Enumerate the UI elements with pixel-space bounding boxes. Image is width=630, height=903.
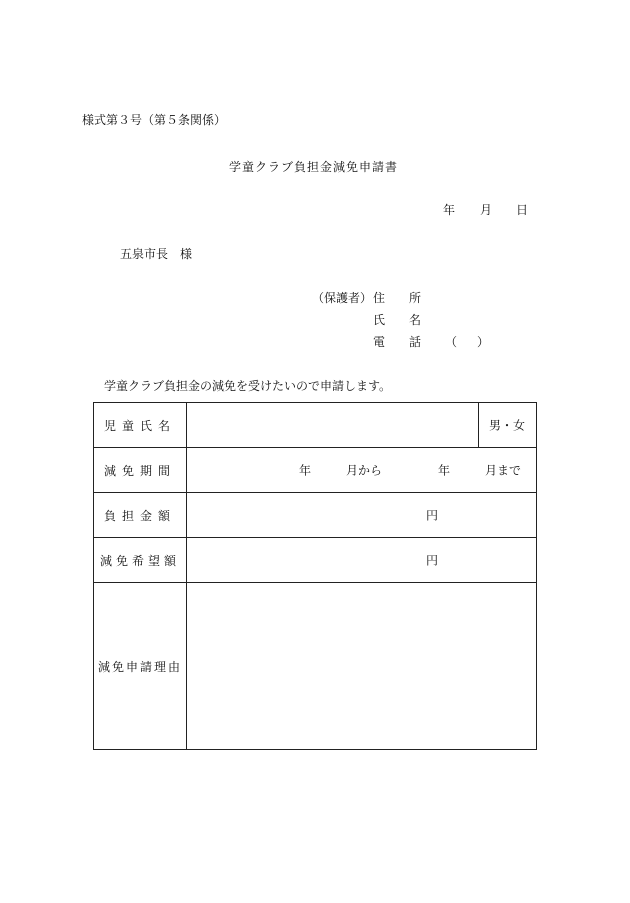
form-number: 様式第３号（第５条関係） <box>82 113 227 127</box>
date-line <box>443 201 528 218</box>
period-year2: 年 <box>438 463 451 478</box>
document-title: 学童クラブ負担金減免申請書 <box>229 160 399 174</box>
desired-label: 減免希望額 <box>94 538 187 583</box>
fee-unit: 円 <box>426 508 439 523</box>
table-row-reason <box>94 583 537 750</box>
period-from: 月から <box>346 463 383 478</box>
table-row-desired <box>94 538 537 583</box>
phone-paren-open: （ <box>445 335 458 349</box>
reason-label: 減免申請理由 <box>94 583 187 750</box>
intro-text: 学童クラブ負担金の減免を受けたいので申請します。 <box>104 379 392 393</box>
period-cell[interactable] <box>187 448 537 493</box>
gender-cell[interactable] <box>478 403 536 447</box>
application-table <box>93 402 537 750</box>
date-month-label: 月 <box>480 203 493 217</box>
addressee: 五泉市長 様 <box>120 247 193 261</box>
period-year1: 年 <box>299 463 312 478</box>
phone-label: 電 話 <box>373 335 422 349</box>
reason-cell[interactable] <box>187 583 537 750</box>
name-label: 氏 名 <box>373 313 422 327</box>
table-row-child-name <box>94 403 537 448</box>
address-label: 住 所 <box>373 291 422 305</box>
child-name-label: 児童氏名 <box>94 403 187 448</box>
date-year-label: 年 <box>443 203 456 217</box>
phone-paren-close: ） <box>477 335 490 349</box>
date-day-label: 日 <box>516 203 529 217</box>
period-label: 減免期間 <box>94 448 187 493</box>
gender-options: 男・女 <box>489 418 526 433</box>
fee-cell[interactable] <box>187 493 537 538</box>
table-row-fee <box>94 493 537 538</box>
period-to: 月まで <box>485 463 522 478</box>
table-row-period <box>94 448 537 493</box>
desired-unit: 円 <box>426 553 439 568</box>
child-name-cell[interactable] <box>187 403 537 448</box>
desired-cell[interactable] <box>187 538 537 583</box>
fee-label: 負担金額 <box>94 493 187 538</box>
guardian-label: （保護者） <box>312 291 373 305</box>
